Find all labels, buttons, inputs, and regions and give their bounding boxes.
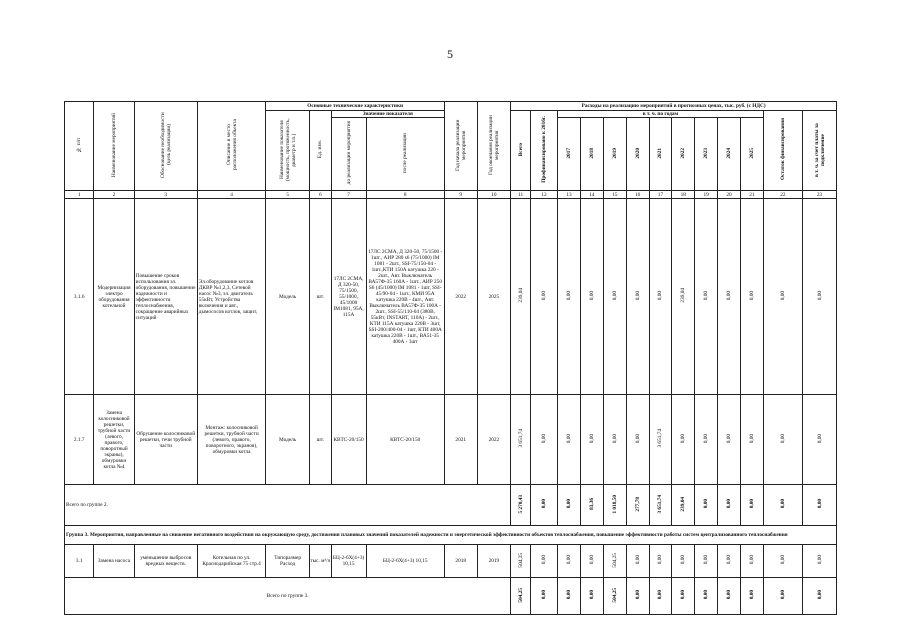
header-year: 2017 — [558, 118, 581, 191]
row-after: 17ЛС 2СМА, Д 320-50, 75/1500 - 1шт., АИР 280 s6 (75/1000) IM 1081 - 2шт., SSI-75/150-04 - 1шт.,КТИ 150А катушка 220 - 2шт., Авт. Выключатель ВА57Ф-35 160А - 1шт., АИР 250 S6 (45/1000) IM 1081 - 1шт, SSI-45/90-04 - 1шт., КМИ 95А катушка 220В - 4шт., Авт. Выключатель ВА57Ф-35 100А - 2шт., SSI-55/110-04 (380В, 55кВт, INSTART, 110А) - 2шт., КТИ 115А катушка 220В - 3шт, SSI-200/400-04 - 1шт, КТИ 400А катушка 220В - 1шт., ВА51-35 400А - 1шт — [366, 199, 444, 395]
row-year-value: 0,00 — [718, 199, 741, 395]
row-financed: 0,00 — [530, 395, 557, 485]
row-num: 3.1 — [65, 545, 94, 578]
header-tech-chars: Основные технические характеристики — [266, 102, 445, 111]
header-unit: Ед. изм. — [309, 111, 331, 191]
group-total-row — [65, 485, 837, 526]
header-year: 2018 — [580, 118, 603, 191]
row-description: Эл.оборудование котлов ДКВР №1,2,3, Сетевой насос №3, эл. двигатель 55кВт, Устройства включения и авт., дымососов котлов, защит, — [197, 199, 266, 395]
header-remaining: Остаток финансирования — [763, 111, 802, 191]
row-year-value: 0,00 — [718, 395, 741, 485]
row-unit: шт. — [309, 199, 331, 395]
header-year: 2022 — [672, 118, 695, 191]
row-year-value: 3 651,74 — [649, 485, 672, 526]
row-year-value: 0,00 — [695, 578, 718, 615]
header-total: Всего — [511, 111, 531, 191]
row-year-value: 0,00 — [695, 199, 718, 395]
group-heading-row — [65, 526, 837, 545]
row-indicator: Типоразмер Расход — [266, 545, 310, 578]
group-3-heading: Группа 3. Мероприятия, направленные на снижение негативного воздействия на окружающую среду, достижения плановых значений показателей надежности и энергетической эффективности объектов теплоснабжения, повышение эффективности работы систем централизованного теплоснабжения — [65, 526, 837, 545]
row-description: Монтаж: колосниковой решетки, трубной части (левого, правого, поворотного, экранов), обмуровки котла — [197, 395, 266, 485]
row-description: Котельная по ул. Краснодарийская 75 стр.4 — [197, 545, 266, 578]
row-name: Замена колосниковой решетки, трубной части (левого, правого, поворотный экраны), обмуровки котла №4 — [94, 395, 134, 485]
header-name: Наименование мероприятий — [94, 102, 134, 191]
col-number: 20 — [718, 191, 741, 199]
table-row — [65, 545, 837, 578]
row-start-year: 2021 — [444, 395, 477, 485]
col-number: 19 — [695, 191, 718, 199]
row-year-value: 0,00 — [603, 395, 626, 485]
row-before: 17ЛС 2СМА, Д 320-50, 75/1500, 55/1000, 45/1000 IM1081, 95А, 115А — [331, 199, 366, 395]
row-year-value: 0,00 — [626, 199, 649, 395]
row-year-value: 504,25 — [603, 578, 626, 615]
row-year-value: 0,00 — [740, 199, 763, 395]
row-year-value: 0,00 — [558, 395, 581, 485]
row-year-value: 0,00 — [718, 578, 741, 615]
row-start-year: 2022 — [444, 199, 477, 395]
group-total-label: Всего по группе 2. — [65, 485, 511, 526]
row-num: 2.1.7 — [65, 395, 94, 485]
header-year: 2024 — [718, 118, 741, 191]
col-number: 11 — [511, 191, 531, 199]
row-year-value: 0,00 — [626, 395, 649, 485]
row-financed: 0,00 — [530, 485, 557, 526]
header-num: № п/п — [65, 102, 94, 191]
header-financed: Профинансировано к 2016г. — [530, 111, 557, 191]
header-justification: Обоснование необходимости (цель реализации) — [134, 102, 197, 191]
row-financed: 0,00 — [530, 545, 557, 578]
col-number: 13 — [558, 191, 581, 199]
row-year-value: 0,00 — [580, 578, 603, 615]
row-year-value: 0,00 — [740, 485, 763, 526]
row-justification: уменьшение выбросов вредных веществ. — [134, 545, 197, 578]
page-number: 5 — [447, 47, 453, 61]
row-year-value: 0,00 — [558, 199, 581, 395]
row-total: 504,25 — [511, 545, 531, 578]
row-remaining: 0,00 — [763, 395, 802, 485]
row-fee: 0,00 — [803, 578, 837, 615]
row-year-value: 0,00 — [718, 485, 741, 526]
row-year-value: 1 018,50 — [603, 485, 626, 526]
row-year-value: 0,00 — [740, 395, 763, 485]
column-number-row — [65, 191, 837, 199]
col-number: 3 — [134, 191, 197, 199]
row-year-value: 0,00 — [580, 545, 603, 578]
row-unit: шт. — [309, 395, 331, 485]
col-number: 2 — [94, 191, 134, 199]
header-year: 2020 — [626, 118, 649, 191]
col-number: 9 — [444, 191, 477, 199]
row-year-value: 0,00 — [558, 485, 581, 526]
group-total-row — [65, 578, 837, 615]
col-number: 14 — [580, 191, 603, 199]
row-year-value: 0,00 — [603, 199, 626, 395]
row-after: БЦ-2-6Х(4+3) 10,15 — [366, 545, 444, 578]
row-year-value: 0,00 — [672, 578, 695, 615]
row-name: Модернизация электро оборудования котельной — [94, 199, 134, 395]
row-fee: 0,00 — [803, 545, 837, 578]
header-incl-fee: в т. ч. за счет платы за подключение — [803, 111, 837, 191]
col-number: 6 — [309, 191, 331, 199]
row-before: БЦ-2-6Х(4+3) 10,15 — [331, 545, 366, 578]
col-number: 5 — [266, 191, 310, 199]
row-remaining: 0,00 — [763, 199, 802, 395]
col-number: 16 — [626, 191, 649, 199]
row-year-value: 0,00 — [626, 578, 649, 615]
row-year-value: 0,00 — [718, 545, 741, 578]
row-year-value: 0,00 — [580, 199, 603, 395]
group-total-label: Всего по группе 3. — [65, 578, 511, 615]
header-description: Описание и место расположения объекта — [197, 102, 266, 191]
header-after: после реализации — [366, 118, 444, 191]
row-year-value: 0,00 — [558, 578, 581, 615]
row-end-year: 2022 — [477, 395, 511, 485]
row-total: 3 651,74 — [511, 395, 531, 485]
row-total: 504,25 — [511, 578, 531, 615]
row-start-year: 2018 — [444, 545, 477, 578]
row-year-value: 0,00 — [695, 485, 718, 526]
row-indicator: Модель — [266, 395, 310, 485]
col-number: 15 — [603, 191, 626, 199]
col-number: 4 — [197, 191, 266, 199]
row-year-value: 0,00 — [740, 545, 763, 578]
header-year: 2025 — [740, 118, 763, 191]
row-year-value: 0,00 — [672, 395, 695, 485]
col-number: 12 — [530, 191, 557, 199]
row-year-value: 0,00 — [626, 545, 649, 578]
col-number: 22 — [763, 191, 802, 199]
header-before: до реализации мероприятия — [331, 118, 366, 191]
row-financed: 0,00 — [530, 578, 557, 615]
row-remaining: 0,00 — [763, 485, 802, 526]
col-number: 17 — [649, 191, 672, 199]
row-year-value: 239,04 — [672, 199, 695, 395]
header-indicator-name: Наименование показателя (мощность, протяженность, диаметр и т.п.) — [266, 111, 310, 191]
row-unit: тыс. м³/ч — [309, 545, 331, 578]
row-year-value: 239,04 — [672, 485, 695, 526]
row-financed: 0,00 — [530, 199, 557, 395]
row-year-value: 0,00 — [649, 199, 672, 395]
header-year: 2021 — [649, 118, 672, 191]
row-total: 239,04 — [511, 199, 531, 395]
row-num: 3.1.6 — [65, 199, 94, 395]
row-justification: Повышение сроков использования эл. оборудования, повышение надежности и эффективности теплоснабжения, сокращение аварийных ситуаций — [134, 199, 197, 395]
row-remaining: 0,00 — [763, 545, 802, 578]
row-year-value: 504,25 — [603, 545, 626, 578]
header-row-1 — [65, 102, 837, 111]
row-year-value: 0,00 — [740, 578, 763, 615]
col-number: 23 — [803, 191, 837, 199]
row-year-value: 277,78 — [626, 485, 649, 526]
row-year-value: 0,00 — [695, 395, 718, 485]
header-expenses: Расходы на реализацию мероприятий в прогнозных ценах, тыс. руб. (с НДС) — [511, 102, 837, 111]
col-number: 10 — [477, 191, 511, 199]
row-year-value: 0,00 — [695, 545, 718, 578]
row-indicator: Модель — [266, 199, 310, 395]
row-end-year: 2025 — [477, 199, 511, 395]
row-year-value: 0,00 — [649, 578, 672, 615]
col-number: 7 — [331, 191, 366, 199]
header-year: 2023 — [695, 118, 718, 191]
row-total: 5 270,43 — [511, 485, 531, 526]
col-number: 8 — [366, 191, 444, 199]
investment-program-table — [64, 101, 837, 615]
table-row — [65, 395, 837, 485]
row-remaining: 0,00 — [763, 578, 802, 615]
col-number: 18 — [672, 191, 695, 199]
row-justification: Обрушение колосниковой решетки, течи трубной части — [134, 395, 197, 485]
col-number: 21 — [740, 191, 763, 199]
row-end-year: 2019 — [477, 545, 511, 578]
row-before: КВТС-20/150 — [331, 395, 366, 485]
row-year-value: 0,00 — [649, 545, 672, 578]
row-fee: 0,00 — [803, 485, 837, 526]
row-after: КВТС-20/150 — [366, 395, 444, 485]
row-name: Замена насоса — [94, 545, 134, 578]
row-year-value: 83,36 — [580, 485, 603, 526]
row-fee: 0,00 — [803, 395, 837, 485]
row-year-value: 0,00 — [672, 545, 695, 578]
table-row — [65, 199, 837, 395]
header-year: 2019 — [603, 118, 626, 191]
header-indicator-values: Значение показателя — [331, 111, 444, 118]
row-year-value: 0,00 — [580, 395, 603, 485]
row-year-value: 3 651,74 — [649, 395, 672, 485]
col-number: 1 — [65, 191, 94, 199]
row-fee: 0,00 — [803, 199, 837, 395]
header-by-years: в т. ч. по годам — [558, 111, 764, 118]
header-end-year: Год окончания реализации мероприятия — [477, 102, 511, 191]
row-year-value: 0,00 — [558, 545, 581, 578]
header-start-year: Год начала реализации мероприятия — [444, 102, 477, 191]
